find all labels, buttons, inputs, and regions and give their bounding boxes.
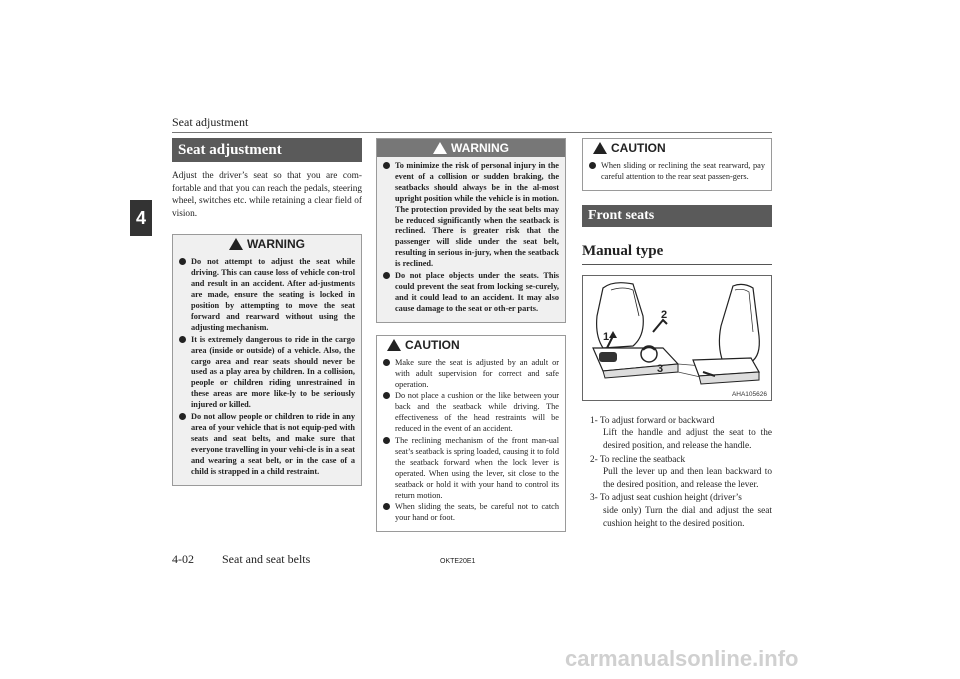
bullet-icon bbox=[589, 162, 596, 169]
bullet-icon bbox=[383, 437, 390, 444]
caution-list bbox=[377, 358, 565, 525]
warning-triangle-icon bbox=[433, 142, 447, 154]
list-item bbox=[383, 502, 559, 524]
list-item bbox=[383, 391, 559, 435]
seat-illustration bbox=[582, 275, 772, 401]
step-description: Lift the handle and adjust the seat to the desired position, and release the handle. bbox=[603, 428, 772, 451]
caution-header bbox=[583, 139, 771, 157]
header-rule bbox=[172, 132, 772, 133]
list-item bbox=[383, 161, 559, 270]
warning-triangle-icon bbox=[229, 238, 243, 250]
step-title: 1- To adjust forward or backward bbox=[590, 415, 715, 426]
list-item bbox=[383, 358, 559, 391]
watermark: carmanualsonline.info bbox=[565, 646, 799, 671]
caution-list bbox=[583, 161, 771, 183]
step-title: 3- To adjust seat cushion height (driver’s bbox=[590, 493, 742, 504]
list-item-text: When sliding or reclining the seat rearward, pay careful attention to the rear seat passen-gers. bbox=[601, 161, 765, 181]
warning-header bbox=[173, 235, 361, 253]
list-item bbox=[179, 412, 355, 477]
list-item-text: Make sure the seat is adjusted by an adult or with adult supervision for correct and safe operation. bbox=[395, 357, 559, 389]
running-head: Seat adjustment bbox=[172, 115, 249, 129]
section-title-front-seats: Front seats bbox=[582, 205, 772, 227]
list-item-text: Do not place objects under the seats. This could prevent the seat from locking se-curely, and it could lead to an accident. It may also cause damage to the seat or oth-er parts. bbox=[395, 271, 559, 313]
middle-column bbox=[376, 138, 566, 532]
seat-diagram-icon bbox=[583, 276, 771, 400]
caution-label: CAUTION bbox=[611, 141, 666, 155]
bullet-icon bbox=[383, 272, 390, 279]
list-item-text: Do not allow people or children to ride in any area of your vehicle that is not equip-ped with seats and seat belts, and make sure that everyone travelling in your vehi-cle is in a seat and wearing a seat belt, or in the case of a child is strapped in a child restraint. bbox=[191, 412, 355, 476]
bullet-icon bbox=[179, 413, 186, 420]
bullet-icon bbox=[383, 392, 390, 399]
list-item-text: It is extremely dangerous to ride in the cargo area (inside or outside) of a vehicle. Also, the cargo area and rear seats should never be used as a play area by children. In a collision, people or children riding unrestrained in these areas are more like-ly to be seriously injured or killed. bbox=[191, 334, 355, 410]
right-column bbox=[582, 138, 772, 531]
warning-label: WARNING bbox=[247, 237, 305, 252]
list-item-text: The reclining mechanism of the front man-ual seat’s seatback is spring loaded, causing it to fold the seatback forward when the lock lever is operated. When using the lever, sit close to the seatback or hold it with your hand to control its return motion. bbox=[395, 436, 559, 500]
caution-label: CAUTION bbox=[405, 337, 460, 352]
warning-box bbox=[172, 234, 362, 485]
list-item bbox=[383, 271, 559, 315]
caution-triangle-icon bbox=[387, 339, 401, 351]
warning-header bbox=[377, 139, 565, 157]
page-number: 4-02 bbox=[172, 552, 194, 566]
left-column bbox=[172, 138, 362, 486]
bullet-icon bbox=[383, 162, 390, 169]
bullet-icon bbox=[179, 336, 186, 343]
adjustment-steps bbox=[582, 415, 772, 530]
warning-box bbox=[376, 138, 566, 323]
step-title: 2- To recline the seatback bbox=[590, 454, 686, 465]
list-item bbox=[590, 415, 772, 453]
subheading-manual-type: Manual type bbox=[582, 243, 772, 265]
list-item bbox=[383, 436, 559, 501]
bullet-icon bbox=[383, 359, 390, 366]
step-description: side only) Turn the dial and adjust the seat cushion height to the desired position. bbox=[603, 505, 772, 529]
intro-paragraph: Adjust the driver’s seat so that you are com-fortable and that you can reach the pedals, steering wheel, switches etc. while retaining a clear field of vision. bbox=[172, 171, 362, 219]
document-code: OKTE20E1 bbox=[440, 558, 476, 565]
list-item-text: Do not attempt to adjust the seat while driving. This can cause loss of vehicle con-trol and result in an accident. After ad-justments are made, ensure the seating is locked in position by attempting to move the seat forward and rearward without using the adjusting mechanism. bbox=[191, 257, 355, 332]
callout-3: 3 bbox=[657, 362, 664, 375]
list-item bbox=[589, 161, 765, 183]
caution-triangle-icon bbox=[593, 142, 607, 154]
bullet-icon bbox=[179, 258, 186, 265]
chapter-name: Seat and seat belts bbox=[222, 552, 311, 566]
list-item-text: Do not place a cushion or the like between your back and the seatback while driving. The effectiveness of the head restraints will be reduced in the event of an accident. bbox=[395, 391, 559, 434]
chapter-tab: 4 bbox=[130, 200, 152, 236]
figure-code: AHA105626 bbox=[731, 390, 767, 398]
callout-2: 2 bbox=[661, 308, 668, 321]
caution-box bbox=[376, 335, 566, 533]
warning-list bbox=[377, 161, 565, 315]
list-item bbox=[179, 257, 355, 333]
step-description: Pull the lever up and then lean backward to the desired position, and release the lever. bbox=[603, 467, 772, 490]
caution-header bbox=[377, 336, 565, 354]
list-item bbox=[590, 454, 772, 492]
list-item-text: To minimize the risk of personal injury in the event of a collision or sudden braking, the seatbacks should always be in the al-most upright position while the vehicle is in motion. The protection provided by the seat belts may be reduced significantly when the seatback is reclined. There is greater risk that the passenger will slide under the seat belt, resulting in serious in-jury, when the seatback is reclined. bbox=[395, 161, 559, 269]
callout-1: 1 bbox=[603, 330, 610, 343]
list-item bbox=[590, 492, 772, 530]
warning-list bbox=[173, 257, 361, 477]
caution-box bbox=[582, 138, 772, 191]
section-title-seat-adjustment: Seat adjustment bbox=[172, 138, 362, 162]
warning-label: WARNING bbox=[451, 141, 509, 155]
list-item-text: When sliding the seats, be careful not to catch your hand or foot. bbox=[395, 502, 559, 523]
bullet-icon bbox=[383, 503, 390, 510]
list-item bbox=[179, 335, 355, 411]
